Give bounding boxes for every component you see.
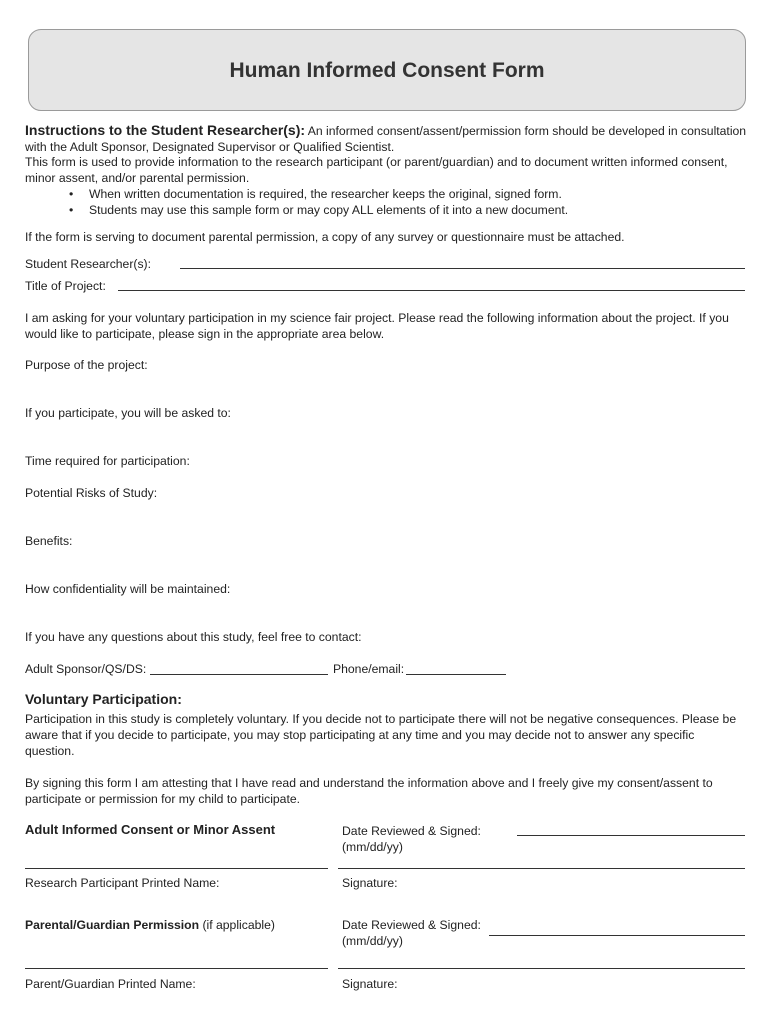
parent-signature-line[interactable] (338, 968, 745, 969)
purpose-label: Purpose of the project: (25, 358, 148, 372)
confidentiality-label: How confidentiality will be maintained: (25, 582, 231, 596)
benefits-label: Benefits: (25, 534, 73, 548)
parental-heading-bold: Parental/Guardian Permission (25, 918, 200, 932)
risks-label: Potential Risks of Study: (25, 486, 158, 500)
bullet-item: • Students may use this sample form or may copy ALL elements of it into a new document. (89, 202, 747, 218)
instructions-heading: Instructions to the Student Researcher(s): (25, 122, 306, 138)
parental-heading (25, 917, 325, 933)
bullet-item: • When written documentation is required, the researcher keeps the original, signed form. (89, 186, 747, 202)
questions-label: If you have any questions about this study, feel free to contact: (25, 630, 362, 644)
adult-sponsor-line[interactable] (150, 674, 328, 675)
survey-note: If the form is serving to document parental permission, a copy of any survey or questionnaire must be attached. (25, 230, 625, 244)
attest-text: By signing this form I am attesting that I have read and understand the information above and I freely give my consent/assent to participate or permission for my child to participate. (25, 776, 713, 806)
parental-date-format: (mm/dd/yy) (342, 934, 403, 948)
bullet-list (25, 186, 747, 218)
intro-paragraph: I am asking for your voluntary participation in my science fair project. Please read the following information about the project. If you would like to participate, please sign in the appropriate area below. (25, 311, 729, 341)
parent-name-label: Parent/Guardian Printed Name: (25, 977, 196, 991)
parental-date-line[interactable] (489, 935, 745, 936)
parental-heading-rest: (if applicable) (199, 918, 275, 932)
time-label: Time required for participation: (25, 454, 190, 468)
parental-date-label: Date Reviewed & Signed: (342, 918, 481, 932)
instructions-text-2: This form is used to provide information to the research participant (or parent/guardian) and to document written informed consent, minor assent, and/or parental permission. (25, 155, 728, 185)
instructions-block (25, 122, 747, 155)
phone-email-line[interactable] (406, 674, 506, 675)
student-researchers-line[interactable] (180, 268, 745, 269)
consent-heading: Adult Informed Consent or Minor Assent (25, 822, 276, 837)
participant-name-label: Research Participant Printed Name: (25, 876, 220, 890)
asked-to-label: If you participate, you will be asked to: (25, 406, 231, 420)
date-reviewed-label: Date Reviewed & Signed: (342, 824, 481, 838)
parent-signature-label: Signature: (342, 977, 398, 991)
project-title-line[interactable] (118, 290, 745, 291)
parent-name-line[interactable] (25, 968, 328, 969)
student-researchers-label: Student Researcher(s): (25, 257, 151, 271)
voluntary-text: Participation in this study is completely voluntary. If you decide not to participate there will not be negative consequences. Please be aware that if you decide to participate, you may stop participating at any time and you may decide not to answer any specific question. (25, 712, 737, 758)
participant-name-line[interactable] (25, 868, 328, 869)
adult-sponsor-label: Adult Sponsor/QS/DS: (25, 662, 147, 676)
date-format: (mm/dd/yy) (342, 840, 403, 854)
project-title-label: Title of Project: (25, 279, 106, 293)
voluntary-heading: Voluntary Participation: (25, 691, 182, 707)
participant-signature-label: Signature: (342, 876, 398, 890)
consent-date-line[interactable] (517, 835, 745, 836)
phone-email-label: Phone/email: (333, 662, 405, 676)
participant-signature-line[interactable] (338, 868, 745, 869)
instructions-text: An informed consent/assent/permission form should be developed in consultation with the Adult Sponsor, Designated Supervisor or Qualified Scientist. (25, 124, 747, 154)
page-title: Human Informed Consent Form (229, 59, 545, 82)
